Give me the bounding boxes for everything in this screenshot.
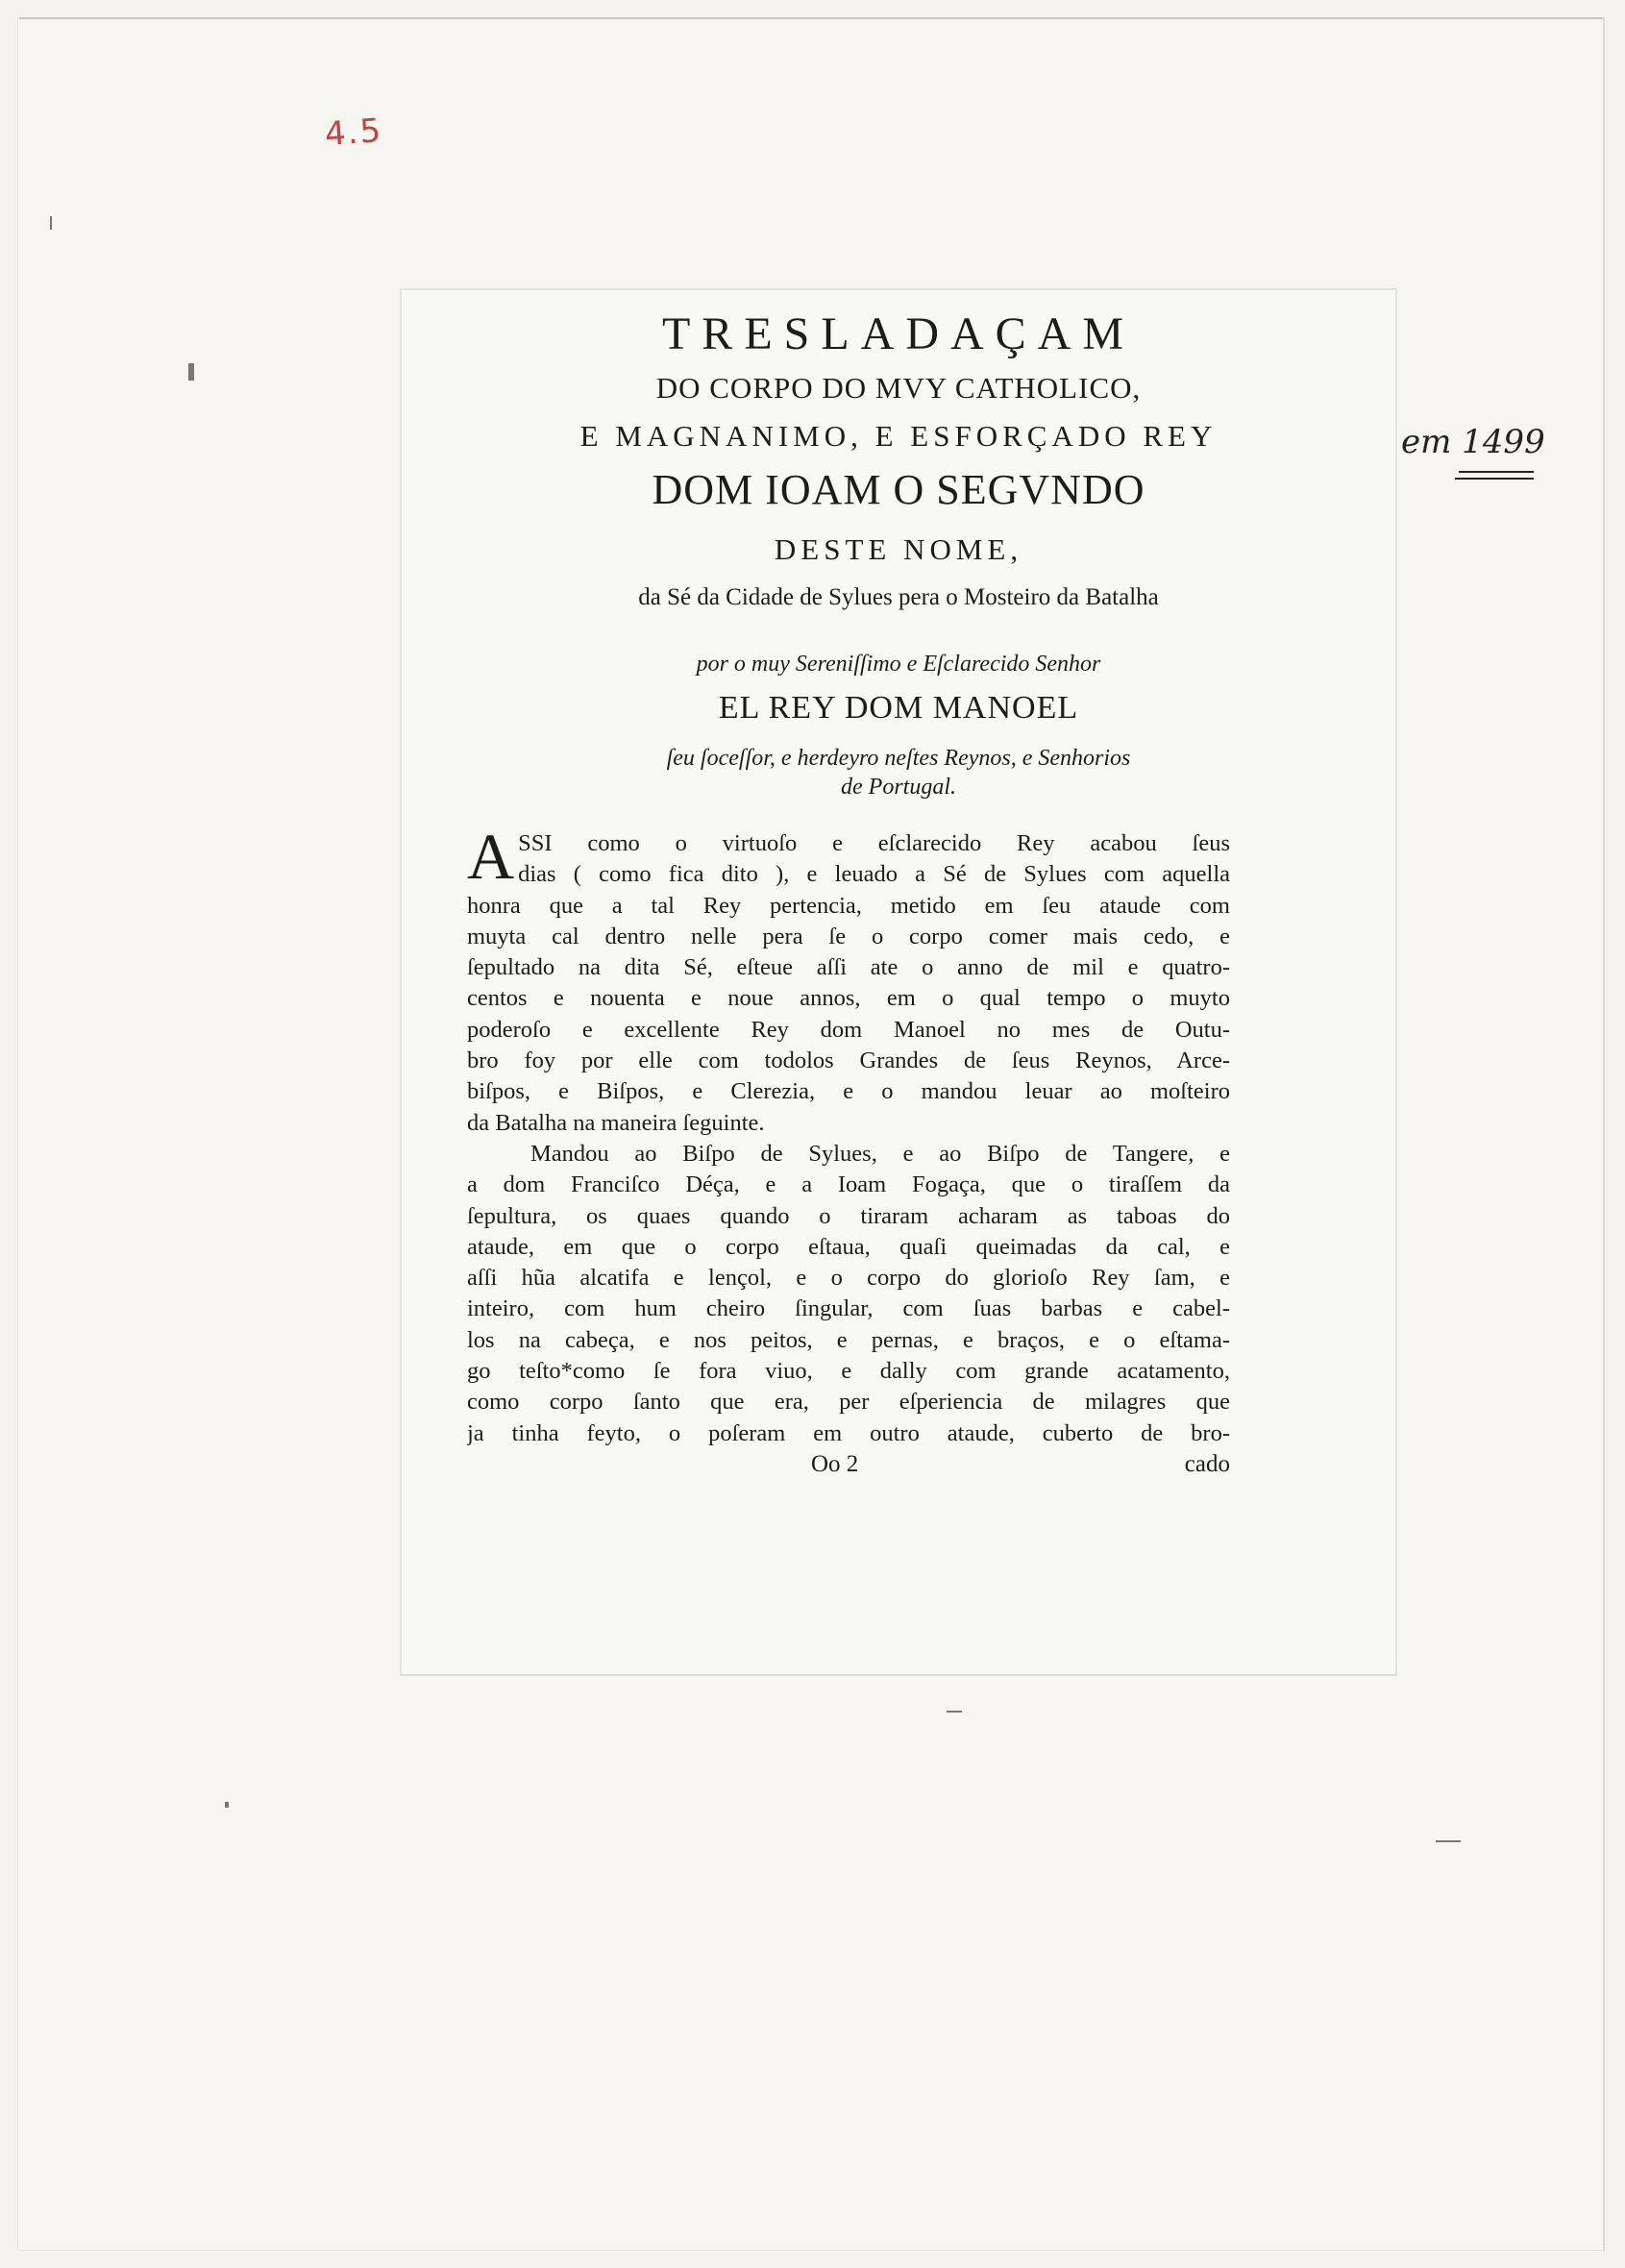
body-line: SSI como o virtuoſo e eſclarecido Rey acabou ſeus [518, 830, 1230, 856]
body-line: aſſi hũa alcatifa e lençol, e o corpo do glorioſo Rey ſam, e [467, 1265, 1230, 1292]
underline-2 [1455, 478, 1534, 480]
body-line: como corpo ſanto que era, per eſperiencia de milagres que [467, 1389, 1230, 1416]
body-line: da Batalha na maneira ſeguinte. [467, 1109, 765, 1136]
speck-mark [225, 1802, 229, 1808]
body-line: inteiro, com hum cheiro ſingular, com ſuas barbas e cabel- [467, 1295, 1230, 1322]
subtitle-successor-desc: ſeu ſoceſſor, e herdeyro neſtes Reynos, e Senhorios [666, 746, 1131, 771]
subtitle-by: por o muy Sereniſſimo e Eſclarecido Senhor [696, 652, 1101, 677]
subtitle-king-name: DOM IOAM O SEGVNDO [652, 466, 1145, 513]
body-line: centos e nouenta e noue annos, em o qual tempo o muyto [467, 985, 1230, 1012]
body-line: biſpos, e Biſpos, e Clerezia, e o mandou leuar ao moſteiro [467, 1078, 1230, 1105]
year-annotation [1401, 423, 1545, 461]
drop-cap: A [467, 820, 515, 893]
speck-mark [1436, 1840, 1461, 1842]
signature-mark: Oo 2 [811, 1451, 859, 1477]
speck-mark [947, 1711, 962, 1713]
body-line: bro foy por elle com todolos Grandes de ſeus Reynos, Arce- [467, 1048, 1230, 1074]
subtitle-place: da Sé da Cidade de Sylues pera o Mosteiro da Batalha [638, 584, 1159, 610]
body-line: dias ( como fica dito ), e leuado a Sé de Sylues com aquella [518, 861, 1230, 888]
body-text [467, 820, 1230, 1449]
sheet-right-edge [1603, 17, 1605, 2251]
year-annotation-text: em 1499 [1401, 423, 1545, 461]
speck-mark [50, 216, 52, 230]
body-line: poderoſo e excellente Rey dom Manoel no mes de Outu- [467, 1016, 1230, 1043]
speck-mark [188, 363, 194, 381]
page-title: TRESLADAÇAM [661, 308, 1136, 359]
subtitle-line-4: DESTE NOME, [774, 532, 1023, 566]
subtitle-line-2: E MAGNANIMO, E ESFORÇADO REY [579, 419, 1218, 453]
body-line: a dom Franciſco Déça, e a Ioam Fogaça, que o tiraſſem da [467, 1171, 1230, 1198]
body-line: ataude, em que o corpo eſtaua, quaſi queimadas da cal, e [467, 1233, 1230, 1260]
page-number-annotation: 4.5 [323, 111, 384, 155]
catchword: cado [1184, 1451, 1230, 1477]
sheet-top-edge [19, 17, 1605, 19]
printed-page [400, 288, 1397, 1676]
subtitle-successor-king: EL REY DOM MANOEL [718, 690, 1079, 726]
subtitle-line-1: DO CORPO DO MVY CATHOLICO, [655, 371, 1142, 405]
body-line: muyta cal dentro nelle pera ſe o corpo comer mais cedo, e [467, 923, 1230, 949]
body-line: los na cabeça, e nos peitos, e pernas, e braços, e o eſtama- [467, 1326, 1230, 1353]
body-line: ſepultura, os quaes quando o tiraram acharam as taboas do [467, 1202, 1230, 1229]
body-line: ſepultado na dita Sé, eſteue aſſi ate o anno de mil e quatro- [467, 954, 1230, 981]
body-line: go teſto*como ſe fora viuo, e dally com grande acatamento, [467, 1358, 1230, 1385]
body-line: Mandou ao Biſpo de Sylues, e ao Biſpo de Tangere, e [530, 1140, 1230, 1167]
page-footer [467, 1451, 1230, 1484]
body-line: honra que a tal Rey pertencia, metido em ſeu ataude com [467, 892, 1230, 919]
subtitle-country: de Portugal. [841, 775, 956, 800]
underline-1 [1459, 471, 1534, 473]
body-line: ja tinha feyto, o poſeram em outro ataude, cuberto de bro- [467, 1419, 1230, 1446]
